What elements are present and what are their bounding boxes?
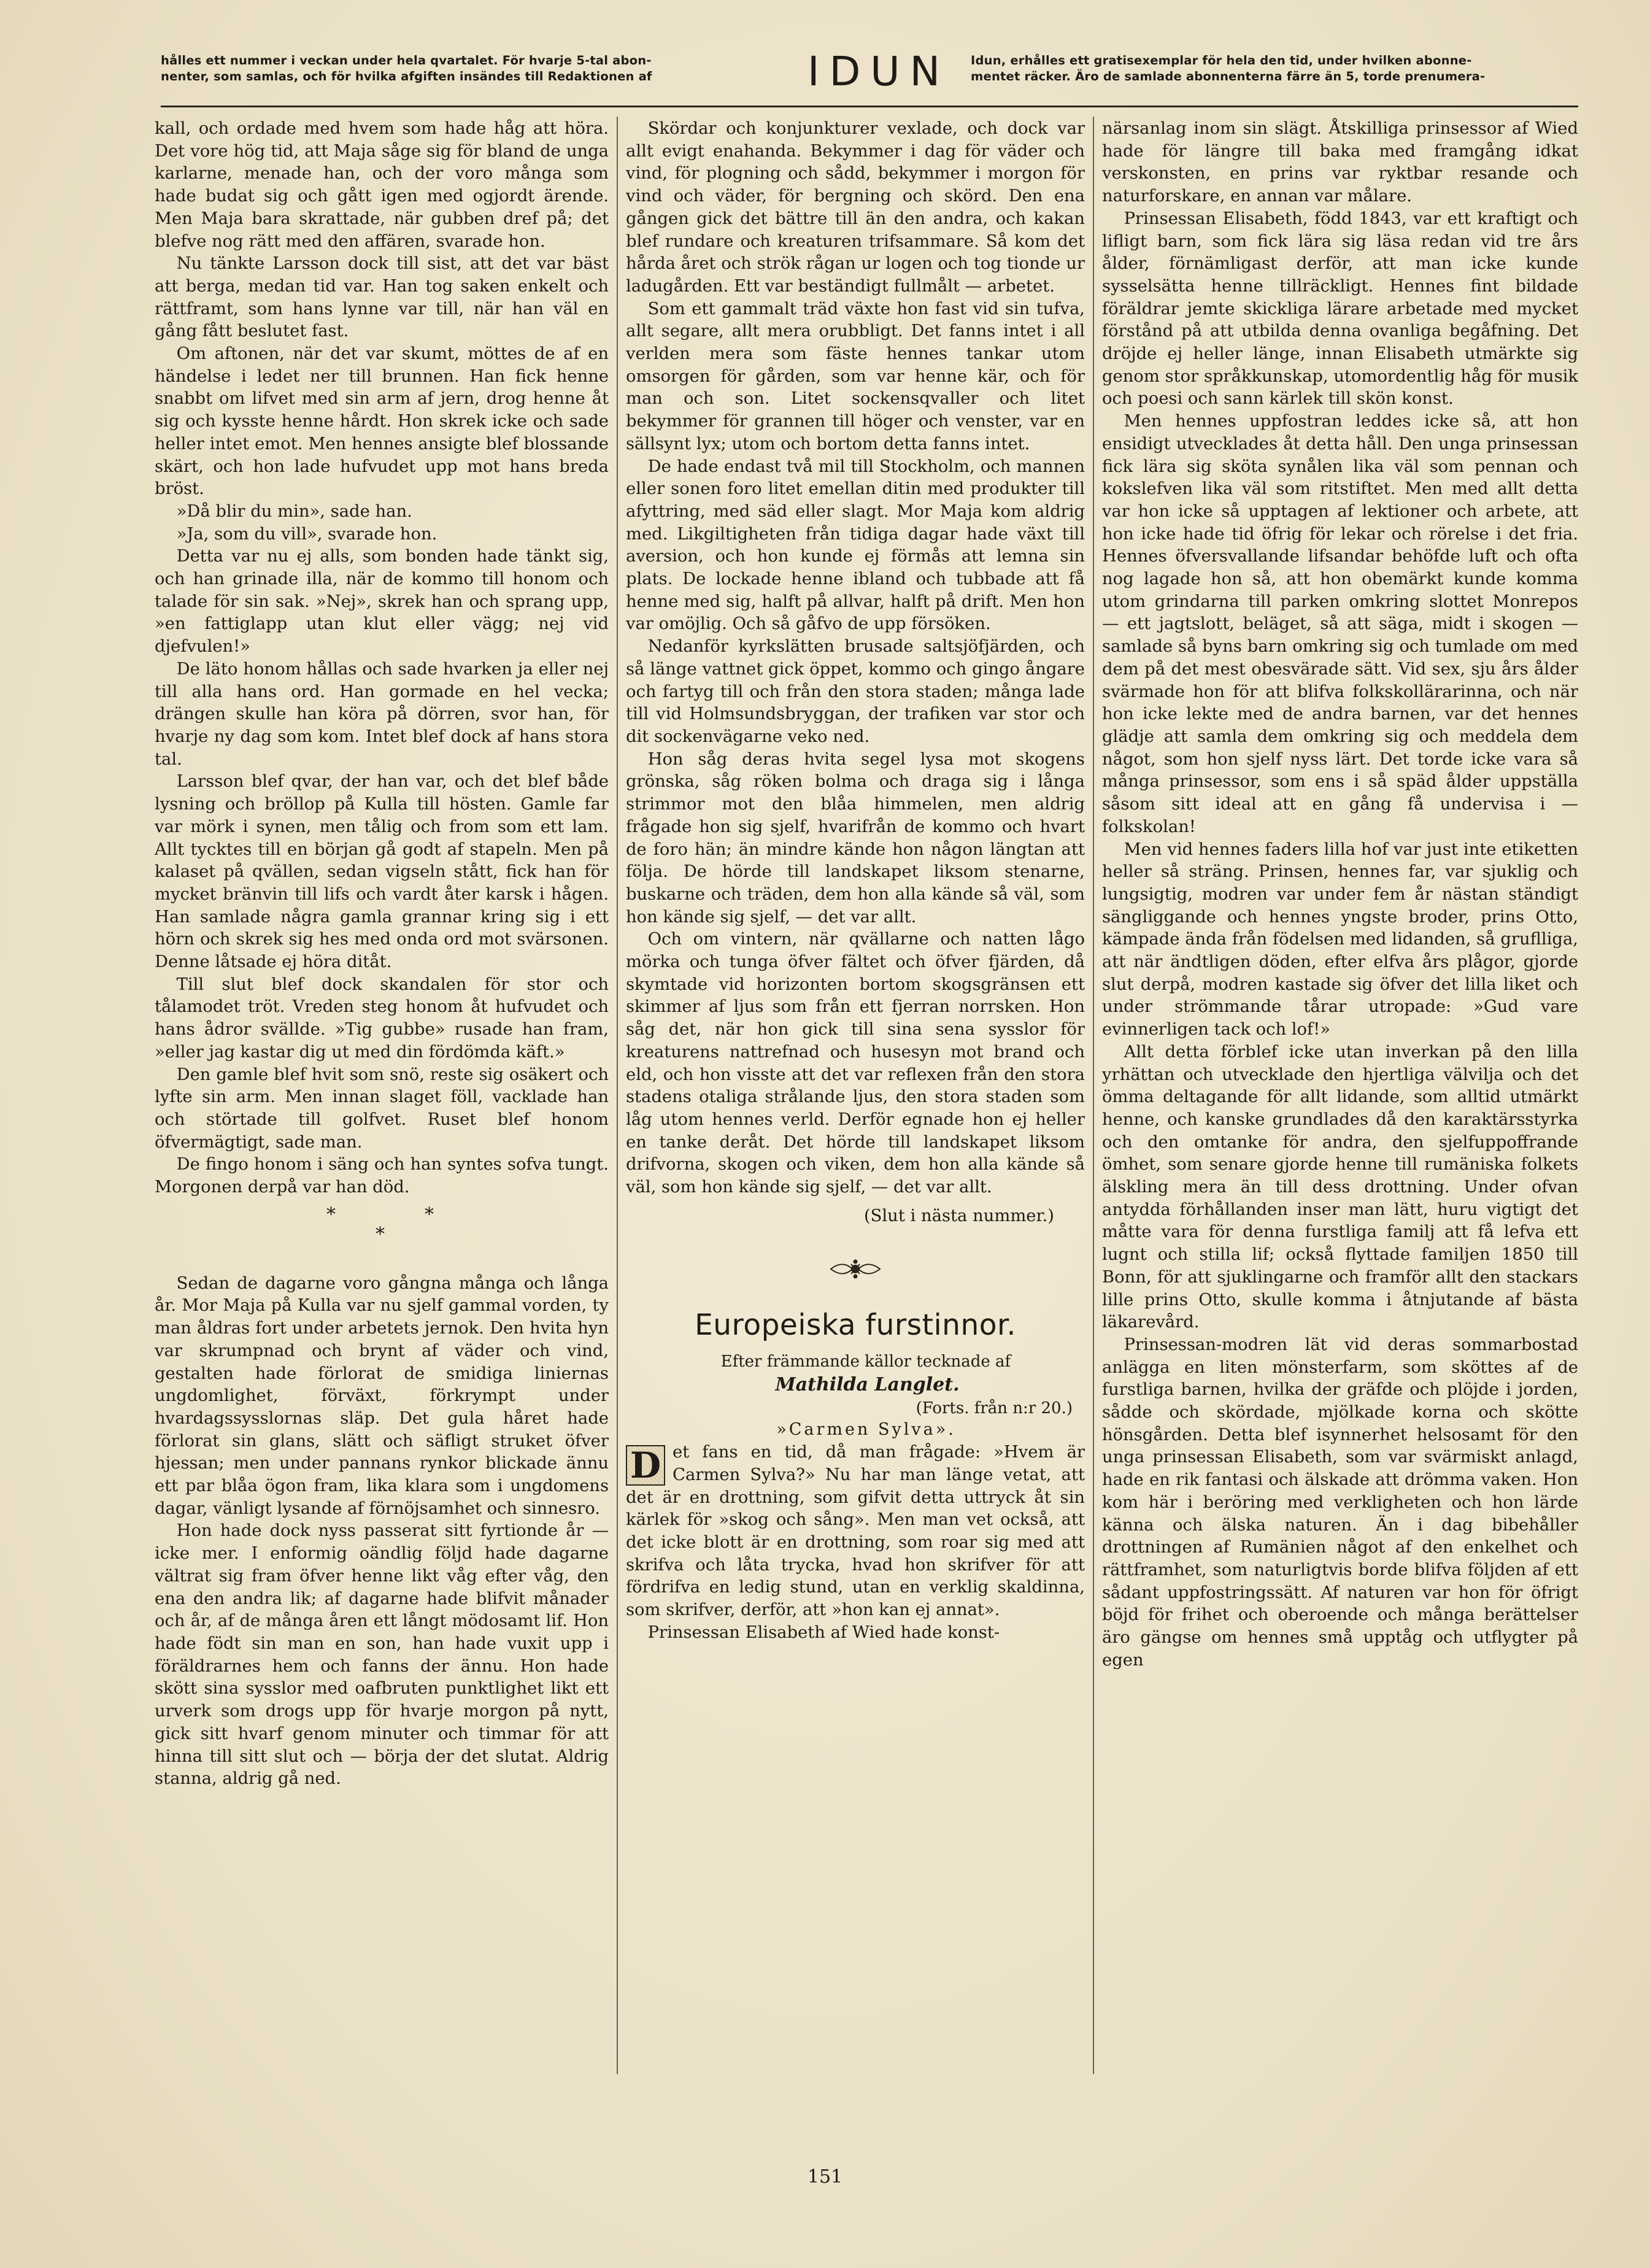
- masthead-right-notice: [971, 53, 1578, 85]
- column-3: [1102, 118, 1578, 1672]
- column-1: [155, 118, 609, 1791]
- paragraph: »Då blir du min», sade han.: [176, 501, 412, 521]
- paragraph: Prinsessan-modren lät vid deras sommarbostad anlägga en liten mönsterfarm, som sköttes af de furstliga barnen, hvilka der gräfde och plöjde i jorden, sådde och skördade, mjölkade korna och skötte hönsgården. Detta blef isynnerhet helsosamt för den unga prinsessan Elisabeth, som var svärmiskt anlagd, hade en rik fantasi och älskade att drömma vaken. Hon kom här i beröring med verkligheten och hon lärde känna och älska naturen. Än i dag bibehåller drottningen af Rumänien något af den enkelhet och rättframhet, som naturligtvis borde blifva följden af ett sådant uppfostringssätt. Af naturen var hon för öfrigt böjd för frihet och oberoende och många berättelser äro gängse om hennes små upptåg och utflygter på egen: [1102, 1335, 1578, 1670]
- paragraph: Prinsessan Elisabeth af Wied hade konst-: [647, 1622, 1000, 1642]
- page-number: 151: [807, 2166, 843, 2188]
- paragraph: Till slut blef dock skandalen för stor och tålamodet tröt. Vreden steg honom åt hufvudet och hans ådror svällde. »Tig gubbe» rusade han fram, »eller jag kastar dig ut med din fördömda käft.»: [155, 974, 609, 1062]
- paragraph: De läto honom hållas och sade hvarken ja eller nej till alla hans ord. Han gormade en hel vecka; drängen skulle han köra på dörren, svor han, för hvarje ny dag som kom. Intet blef dock af hans stora tal.: [155, 659, 609, 769]
- paragraph: Men vid hennes faders lilla hof var just inte etiketten heller så sträng. Prinsen, hennes far, var sjuklig och lungsigtig, modren var under fem år nästan ständigt sängliggande och hennes yngste broder, prins Otto, kämpade ända från födelsen med lidanden, så gruflliga, att när ändtligen döden, efter elfva års plågor, gjorde slut derpå, modren kastade sig öfver det lilla liket och under strömmande tårar utropade: »Gud vare evinnerligen tack och lof!»: [1102, 839, 1578, 1040]
- floral-ornament-icon: [828, 1258, 883, 1280]
- asterisk: *: [376, 1223, 385, 1245]
- paragraph: Men hennes uppfostran leddes icke så, att hon ensidigt utvecklades åt detta håll. Den unga prinsessan fick lära sig sköta synålen lika väl som pennan och kokslefven lika väl som ritstiftet. Men med allt detta var hon icke så upptagen af lektioner och arbete, att hon icke hade tid öfrig för lekar och rörelse i det fria. Hennes öfversvallande lifsandar behöfde luft och ofta nog lagade hon så, att hon obemärkt kunde komma utom grindarna till parken omkring slottet Monrepos — ett jagtslott, beläget, så att säga, midt i skogen — samlade så byns barn omkring sig och tumlade om med dem på det mest obesvärade sätt. Vid sex, sju års ålder svärmade hon för att blifva folkskollärarinna, och när hon icke lekte med de andra barnen, var det hennes glädje att samla dem omkring sig och meddela dem något, som hon sjelf nyss lärt. Det torde icke vara så många prinsessor, som ens i så späd ålder uppställa såsom sitt ideal att en gång få undervisa i — folkskolan!: [1102, 412, 1578, 836]
- continuation-reference: (Forts. från n:r 20.): [916, 1399, 1073, 1418]
- paragraph: Nu tänkte Larsson dock till sist, att det var bäst att berga, medan tid var. Han tog saken enkelt och rättframt, som hans lynne var till, när han väl en gång fått beslutet fast.: [155, 254, 609, 341]
- masthead-left-line: hålles ett nummer i veckan under hela qvartalet. För hvarje 5-tal abon-: [161, 53, 652, 68]
- paragraph: Skördar och konjunkturer vexlade, och dock var allt evigt enahanda. Bekymmer i dag för väder och vind, för plogning och sådd, bekymmer i morgon för vind och väder, för bergning och skörd. Den ena gången gick det bättre till än den andra, och kakan blef rundare och kreaturen trifsammare. Så kom det hårda året och strök rågan ur logen och tog tionde ur ladugården. Ett var beständigt fullmålt — arbetet.: [626, 119, 1085, 296]
- paragraph: et fans en tid, då man frågade: »Hvem är Carmen Sylva?» Nu har man länge vetat, att det är en drottning, som gifvit detta uttryck åt sin kärlek för »skog och sång». Men man vet också, att det icke blott är en drottning, som roar sig med att skrifva och låta trycka, hvad hon skrifver för att fördrifva en ledig stund, utan en verklig skaldinna, som skrifver, derför, att »hon kan ej annat».: [626, 1443, 1085, 1620]
- paragraph: Om aftonen, när det var skumt, möttes de af en händelse i ledet ner till brunnen. Han fick henne snabbt om lifvet med sin arm af jern, drog henne åt sig och kysste henne hårdt. Hon skrek icke och sade heller intet emot. Men hennes ansigte blef blossande skärt, och hon lade hufvudet upp mot hans breda bröst.: [155, 344, 609, 499]
- masthead: [161, 48, 1578, 97]
- paragraph: De hade endast två mil till Stockholm, och mannen eller sonen foro litet emellan ditin med produkter till afyttring, med säd eller slagt. Mor Maja kom aldrig med. Likgiltigheten från tidiga dagar hade växt till aversion, och hon kunde ej förmås att lemna sin plats. De lockade henne ibland och tubbade att få henne med sig, halft på allvar, halft på drift. Men hon var omöjlig. Och så gåfvo de upp försöken.: [626, 457, 1085, 634]
- paragraph: De fingo honom i säng och han syntes sofva tungt. Morgonen derpå var han död.: [155, 1155, 609, 1197]
- masthead-rule: [161, 106, 1578, 107]
- asterisk: *: [326, 1203, 336, 1225]
- column-rule: [1093, 117, 1094, 2074]
- masthead-right-line: Idun, erhålles ett gratisexemplar för hela den tid, under hvilken abonne-: [971, 53, 1472, 68]
- decorated-initial: D: [626, 1445, 665, 1486]
- paragraph: Sedan de dagarne voro gångna många och långa år. Mor Maja på Kulla var nu sjelf gammal vorden, ty man åldras fort under arbetets jernok. Den hvita hyn var skrumpnad och brynt af väder och vind, gestalten hade förlorat de smidiga liniernas ungdomlighet, förväxt, förkrympt under hvardagssysslornas släp. Det gula håret hade förlorat sin glans, slätt och säfligt struket öfver hjessan; men under pannans rynkor blickade ännu ett par blåa ögon fram, lika klara som i ungdomens dagar, vänligt lysande af förnöjsamhet och sinnesro.: [155, 1273, 609, 1518]
- section-break-asterisks: [155, 1199, 609, 1273]
- paragraph: Den gamle blef hvit som snö, reste sig osäkert och lyfte sin arm. Men innan slaget föll, vacklade han och störtade till golfvet. Ruset blef honom öfvermägtigt, sade man.: [155, 1065, 609, 1152]
- paragraph: Och om vintern, när qvällarne och natten lågo mörka och tunga öfver fältet och öfver fjärden, då skymtade vid horizonten bortom skogsgränsen ett skimmer af ljus som från ett fjerran norrsken. Hon såg det, när hon gick till sina sena sysslor för kreaturens nattrefnad och husesyn mot brand och eld, och hon visste att det var reflexen från den stora stadens otaliga strålande ljus, den stora staden som låg utom hennes verld. Derför egnade hon ej heller en tanke deråt. Det hörde till landskapet liksom drifvorna, skogen och viken, dem hon alla kände så väl, som hon kände sig sjelf, — det var allt.: [626, 930, 1085, 1197]
- paragraph: kall, och ordade med hvem som hade håg att höra. Det vore hög tid, att Maja såge sig för bland de unga karlarne, menade han, och der voro många som hade budat sig och gått igen med ogjordt ärende. Men Maja bara skrattade, när gubben dref på; det blefve nog rätt med den affären, svarade hon.: [155, 119, 609, 251]
- paragraph: Som ett gammalt träd växte hon fast vid sin tufva, allt segare, allt mera orubbligt. Det fanns intet i all verlden mera som fäste hennes tankar utom omsorgen för gården, som var henne kär, och för man och son. Litet sockensqvaller och litet bekymmer för grannen till höger och venster, var en sällsynt lyx; utom och bortom detta fanns intet.: [626, 299, 1085, 453]
- paragraph: Detta var nu ej alls, som bonden hade tänkt sig, och han grinade illa, när de kommo till honom och talade för sin sak. »Nej», skrek han och sprang upp, »en fattiglapp utan klut eller vägg; nej vid djefvulen!»: [155, 547, 609, 657]
- column-2: [626, 118, 1085, 1644]
- paragraph: Nedanför kyrkslätten brusade saltsjöfjärden, och så länge vattnet gick öppet, kommo och gingo ångare och fartyg till och från den stora staden; många lade till vid Holmsundsbryggan, der trafiken var stor och dit sockenvägarne veko ned.: [626, 637, 1085, 746]
- paragraph: Hon hade dock nyss passerat sitt fyrtionde år — icke mer. I enformig oändlig följd hade dagarne vältrat sig fram öfver henne likt våg efter våg, den ena den andra lik; af dagarne hade blifvit månader och år, af de många åren ett långt mödosamt lif. Hon hade födt sin man en son, han hade vuxit upp i föräldrarnes hem och fanns der ännu. Hon hade skött sina sysslor med oafbruten punktlighet likt ett urverk som drogs upp för hvarje morgon på nytt, gick sitt hvarf genom minuter och timmar för att hinna till sitt slut och — börja der det slutat. Aldrig stanna, aldrig gå ned.: [155, 1521, 609, 1789]
- floral-ornament-icon: [626, 1258, 1085, 1282]
- paragraph: Larsson blef qvar, der han var, och det blef både lysning och bröllop på Kulla till hösten. Gamle far var mörk i synen, men tålig och from som ett lam. Allt tycktes till en början gå godt af stapeln. Men på kalaset på qvällen, sedan vigseln stått, fick han för mycket bränvin till lifs och vardt åter karsk i hågen. Han samlade några gamla grannar kring sig i ett hörn och skrek sig hes med onda ord mot svärsonen. Denne låtsade ej höra ditåt.: [155, 772, 609, 972]
- paragraph: Prinsessan Elisabeth, född 1843, var ett kraftigt och lifligt barn, som fick lära sig läsa redan vid tre års ålder, förnämligast derför, att man icke kunde sysselsätta henne tillräckligt. Hennes fint bildade föräldrar jemte skickliga lärare arbetade med mycket förstånd på att utbilda denna ovanliga begåfning. Det dröjde ej heller länge, innan Elisabeth utmärkte sig genom stor språkkunskap, utomordentlig håg för musik och poesi och sann kärlek till skön konst.: [1102, 209, 1578, 409]
- column-rule: [617, 117, 618, 2074]
- article-opening: [626, 1441, 1085, 1622]
- paragraph: »Ja, som du vill», svarade hon.: [176, 524, 438, 544]
- article-byline-intro: Efter främmande källor tecknade af: [720, 1352, 1011, 1371]
- continuation-note: (Slut i nästa nummer.): [863, 1206, 1054, 1225]
- asterisk: *: [425, 1203, 434, 1225]
- masthead-left-notice: [161, 53, 774, 85]
- paragraph: Hon såg deras hvita segel lysa mot skogens grönska, såg röken bolma och draga sig i långa strimmor mot den blåa himmelen, men aldrig frågade hon sig sjelf, hvarifrån de kommo och hvart de foro hän; än mindre kände hon någon längtan att följa. De hörde till landskapet liksom stenarne, buskarne och träden, dem hon alla kände så väl, som hon kände sig sjelf, — det var allt.: [626, 749, 1085, 927]
- masthead-left-line: nenter, som samlas, och för hvilka afgiften insändes till Redaktionen af: [161, 69, 652, 83]
- article-subhead: »Carmen Sylva».: [776, 1420, 956, 1440]
- article-title: Europeiska furstinnor.: [695, 1308, 1016, 1343]
- article-author: Mathilda Langlet.: [775, 1374, 960, 1396]
- paragraph: närsanlag inom sin slägt. Åtskilliga prinsessor af Wied hade för längre till baka med framgång idkat verskonsten, en prins var ryktbar resande och naturforskare, en annan var målare.: [1102, 119, 1578, 206]
- masthead-title: IDUN: [808, 48, 950, 95]
- paragraph: Allt detta förblef icke utan inverkan på den lilla yrhättan och utvecklade den hjertliga välvilja och det ömma deltagande för allt lidande, som alltid utmärkt henne, och kanske grundlades då den karaktärsstyrka och den omtanke för andra, den sjelfuppoffrande ömhet, som senare gjorde henne till rumäniska folkets älskling mera än till dess drottning. Under ofvan antydda förhållanden inser man lätt, huru vigtigt det måtte vara för denna furstliga familj att få lefva ett lugnt och stilla lif; också flyttade familjen 1850 till Bonn, för att sjuklingarne och framför allt den stackars lille prins Otto, skulle komma i åtnjutande af bästa läkarevård.: [1102, 1042, 1578, 1332]
- masthead-right-line: mentet räcker. Äro de samlade abonnenterna färre än 5, torde prenumera-: [971, 69, 1486, 83]
